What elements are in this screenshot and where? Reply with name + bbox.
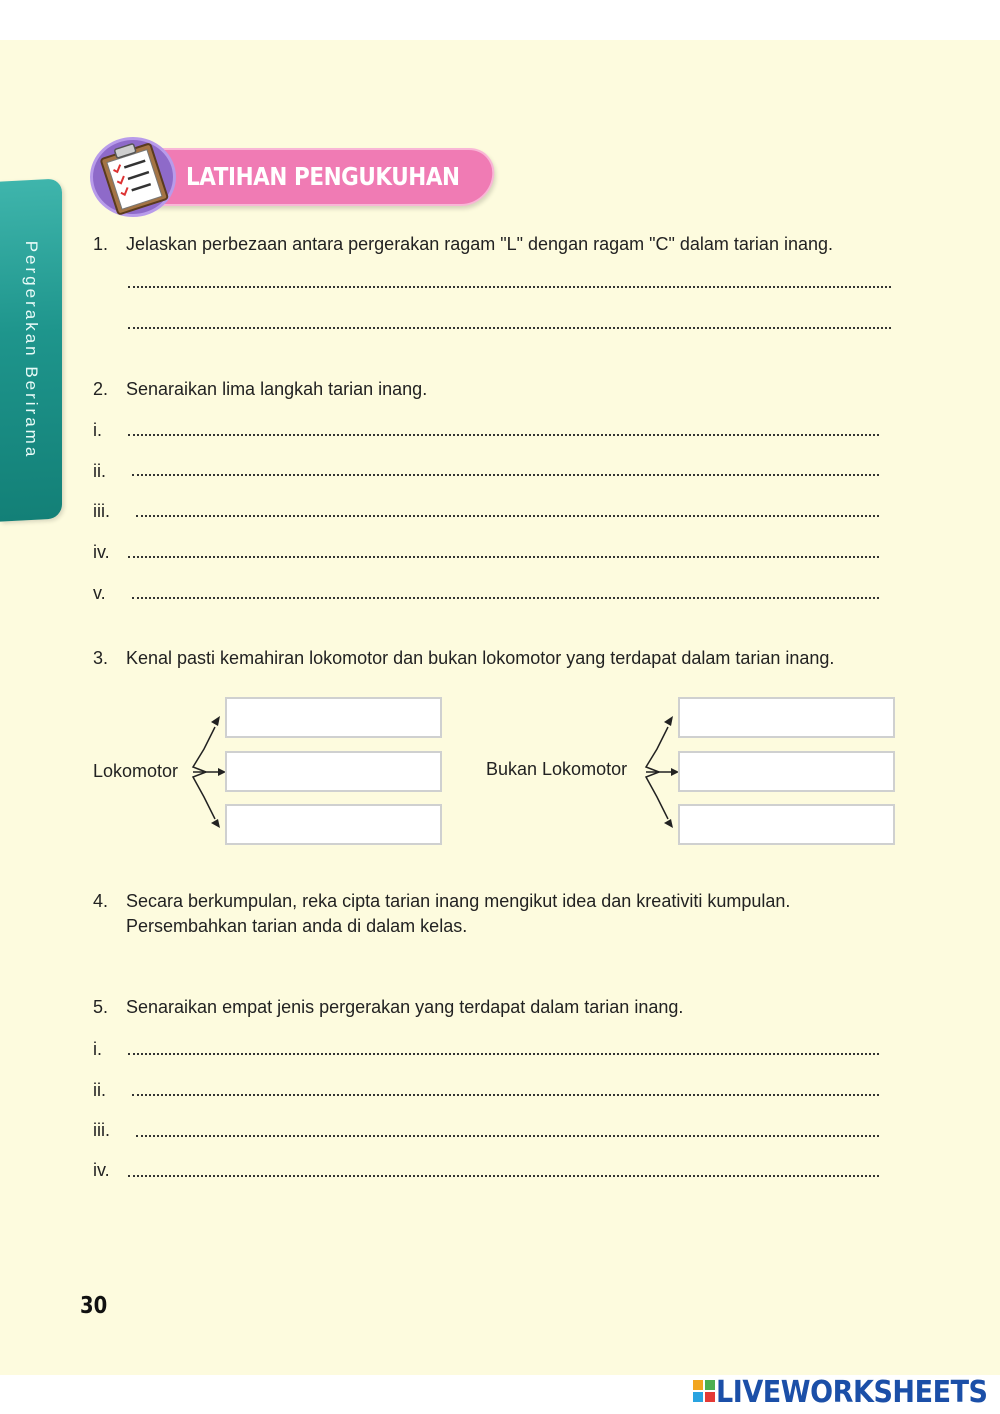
list-marker: i. — [93, 1039, 102, 1059]
question-text: Senaraikan empat jenis pergerakan yang terdapat dalam tarian inang. — [126, 997, 684, 1017]
list-marker: v. — [93, 583, 106, 603]
list-marker: i. — [93, 420, 102, 440]
liveworksheets-wordmark: LIVEWORKSHEETS — [716, 1375, 988, 1410]
question-number: 2. — [93, 379, 109, 399]
answer-line[interactable] — [132, 474, 879, 476]
answer-line[interactable] — [136, 515, 879, 517]
question-text: Senaraikan lima langkah tarian inang. — [126, 379, 428, 399]
list-marker: ii. — [93, 461, 106, 481]
list-marker: iii. — [93, 501, 110, 521]
question-number: 1. — [93, 234, 109, 254]
question-text-line2: Persembahkan tarian anda di dalam kelas. — [126, 916, 468, 936]
lokomotor-answer-box[interactable] — [225, 804, 442, 845]
answer-line[interactable] — [132, 1094, 879, 1096]
bukan-lokomotor-answer-box[interactable] — [678, 751, 895, 792]
question-number: 3. — [93, 648, 109, 668]
bukan-lokomotor-answer-box[interactable] — [678, 804, 895, 845]
question-text: Kenal pasti kemahiran lokomotor dan bukan lokomotor yang terdapat dalam tarian inang. — [126, 648, 835, 668]
liveworksheets-logo-icon — [692, 1379, 716, 1403]
clipboard-checklist-icon — [86, 136, 182, 220]
lokomotor-answer-box[interactable] — [225, 751, 442, 792]
answer-line[interactable] — [128, 556, 879, 558]
answer-line[interactable] — [128, 434, 879, 436]
list-marker: iv. — [93, 1160, 110, 1180]
answer-line[interactable] — [132, 597, 879, 599]
question-text: Jelaskan perbezaan antara pergerakan ragam "L" dengan ragam "C" dalam tarian inang. — [126, 234, 833, 254]
answer-line[interactable] — [136, 1135, 879, 1137]
bukan-lokomotor-answer-box[interactable] — [678, 697, 895, 738]
lokomotor-answer-box[interactable] — [225, 697, 442, 738]
question-text-line1: Secara berkumpulan, reka cipta tarian inang mengikut idea dan kreativiti kumpulan. — [126, 891, 791, 911]
question-number: 5. — [93, 997, 109, 1017]
page-number: 30 — [80, 1293, 108, 1319]
lokomotor-label: Lokomotor — [93, 761, 179, 781]
bukan-lokomotor-arrows — [643, 705, 683, 840]
list-marker: iii. — [93, 1120, 110, 1140]
answer-line[interactable] — [128, 327, 891, 329]
bukan-lokomotor-label: Bukan Lokomotor — [486, 759, 628, 779]
question-number: 4. — [93, 891, 109, 911]
list-marker: ii. — [93, 1080, 106, 1100]
answer-line[interactable] — [128, 1175, 879, 1177]
header-title: LATIHAN PENGUKUHAN — [186, 162, 460, 191]
answer-line[interactable] — [128, 286, 891, 288]
answer-line[interactable] — [128, 1053, 879, 1055]
lokomotor-arrows — [190, 705, 230, 840]
list-marker: iv. — [93, 542, 110, 562]
side-tab-label: Pergerakan Berirama — [22, 240, 41, 460]
